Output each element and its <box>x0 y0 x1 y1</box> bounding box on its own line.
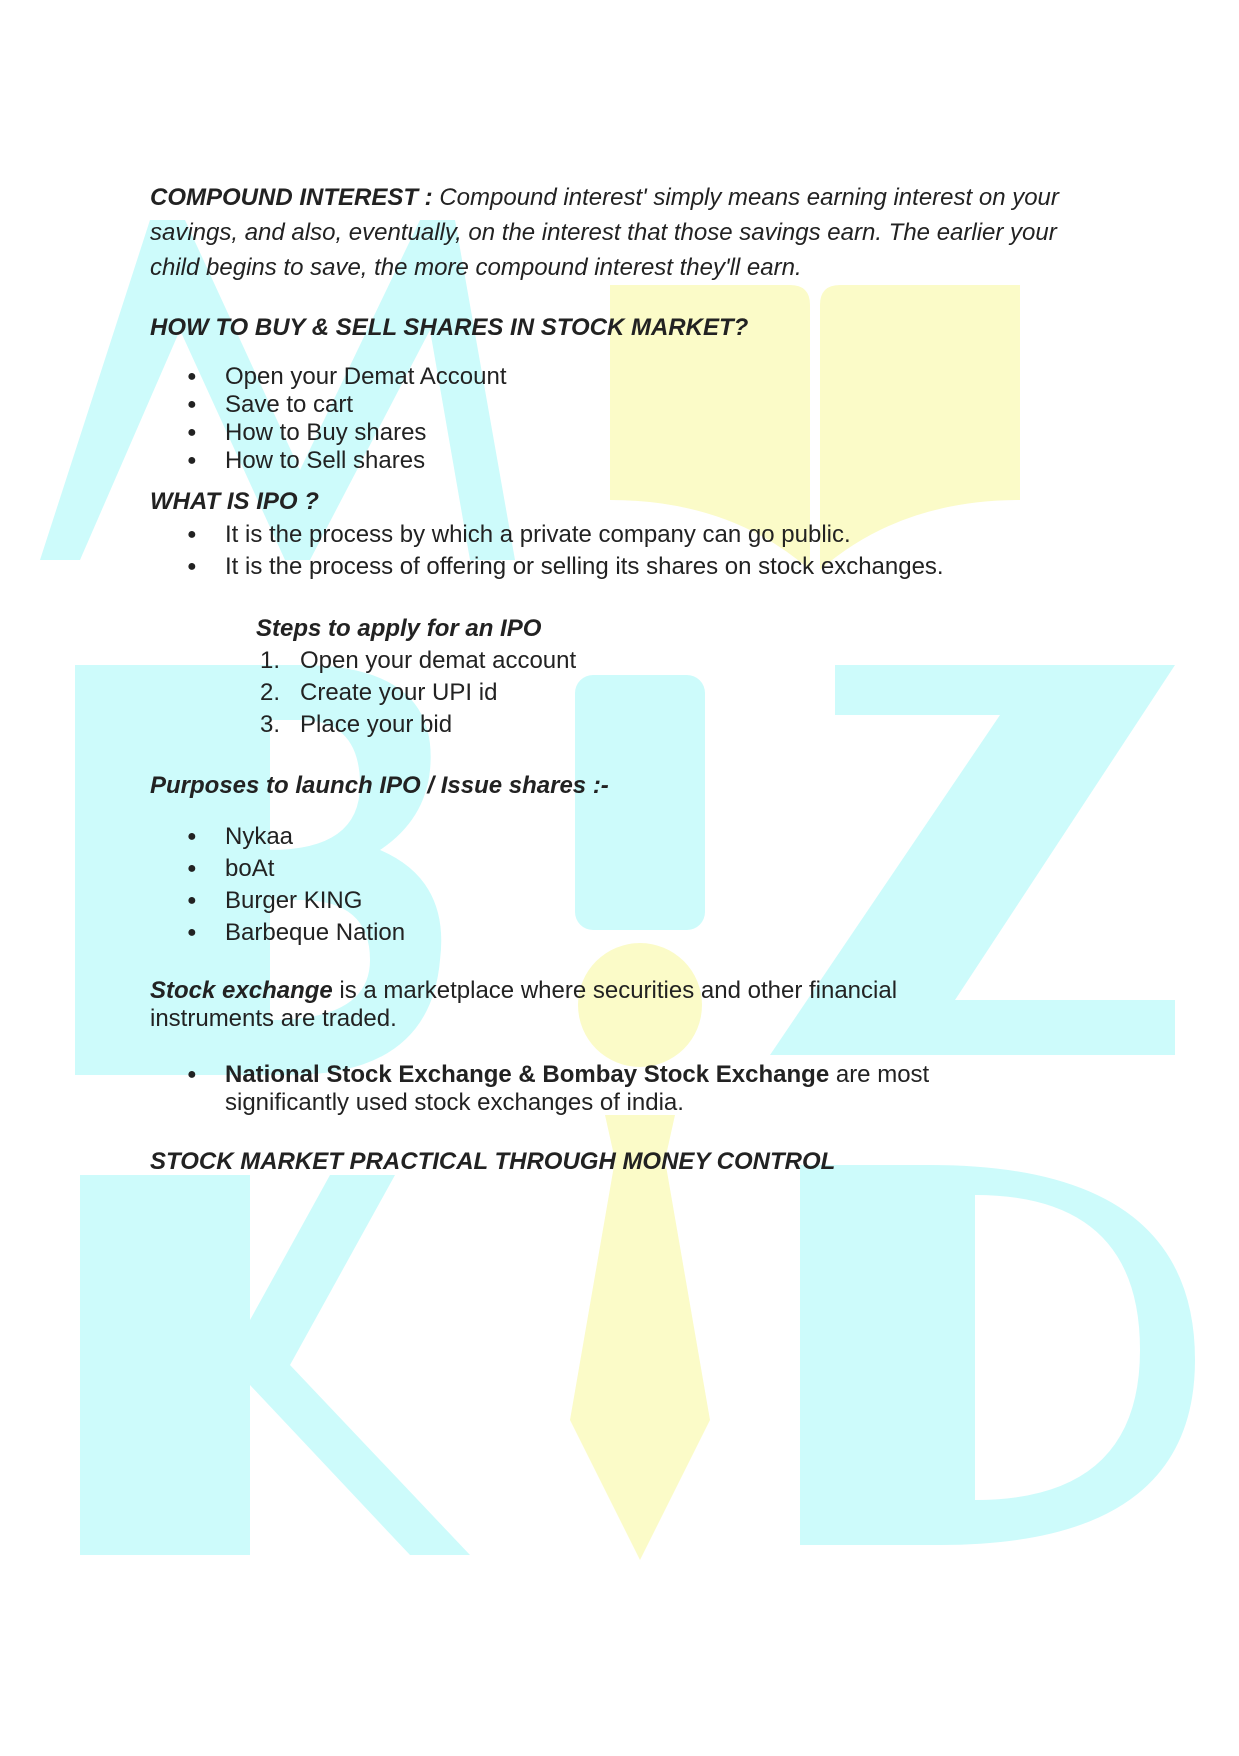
stock-exchange-term: Stock exchange <box>150 977 333 1004</box>
list-item <box>260 677 1100 709</box>
list-item: ● Burger KING <box>225 885 1100 917</box>
list-item <box>260 645 1100 677</box>
steps-list <box>150 645 1100 741</box>
list-item: ● It is the process by which a private company can go public. <box>225 519 1100 551</box>
list-item: ● boAt <box>225 853 1100 885</box>
watermark-tie <box>570 1115 710 1560</box>
list-item <box>260 709 1100 741</box>
ipo-list <box>150 519 1100 583</box>
step-text: Create your UPI id <box>300 679 498 706</box>
step-number: 2. <box>260 679 281 706</box>
compound-interest-label: COMPOUND INTEREST : <box>150 184 433 211</box>
exchange-text: are most significantly used stock exchanges of india. <box>225 1061 930 1116</box>
buy-sell-heading: HOW TO BUY & SELL SHARES IN STOCK MARKET? <box>150 314 749 341</box>
list-item: ● How to Buy shares <box>225 419 1100 447</box>
practical-heading: STOCK MARKET PRACTICAL THROUGH MONEY CONTROL <box>150 1148 836 1175</box>
list-item: ● Save to cart <box>225 391 1100 419</box>
steps-heading: Steps to apply for an IPO <box>256 615 542 642</box>
list-item <box>225 1061 985 1117</box>
step-text: Open your demat account <box>300 647 577 674</box>
buy-sell-list <box>150 363 1100 475</box>
document-body <box>150 180 1100 1177</box>
step-number: 1. <box>260 647 281 674</box>
watermark-letter-k <box>80 1175 470 1555</box>
watermark-letter-d <box>800 1165 1195 1545</box>
step-number: 3. <box>260 711 281 738</box>
step-text: Place your bid <box>300 711 453 738</box>
list-item: ● Barbeque Nation <box>225 917 1100 949</box>
list-item: ● It is the process of offering or selling its shares on stock exchanges. <box>225 551 1100 583</box>
list-item: ● Nykaa <box>225 821 1100 853</box>
purposes-list <box>150 821 1100 949</box>
list-item: ● How to Sell shares <box>225 447 1100 475</box>
stock-exchange-text: is a marketplace where securities and other financial instruments are traded. <box>150 977 898 1032</box>
purposes-heading: Purposes to launch IPO / Issue shares :- <box>150 772 609 799</box>
stock-exchange-paragraph <box>150 977 970 1033</box>
exchange-list <box>150 1061 1100 1117</box>
ipo-heading: WHAT IS IPO ? <box>150 488 319 515</box>
compound-interest-paragraph <box>150 180 1100 285</box>
exchange-names: National Stock Exchange & Bombay Stock Exchange <box>225 1061 830 1088</box>
list-item: ● Open your Demat Account <box>225 363 1100 391</box>
compound-interest-text: Compound interest' simply means earning interest on your savings, and also, eventually, on the interest that those savings earn. The earlier your child begins to save, the more compound interest they'll earn. <box>150 184 1059 281</box>
